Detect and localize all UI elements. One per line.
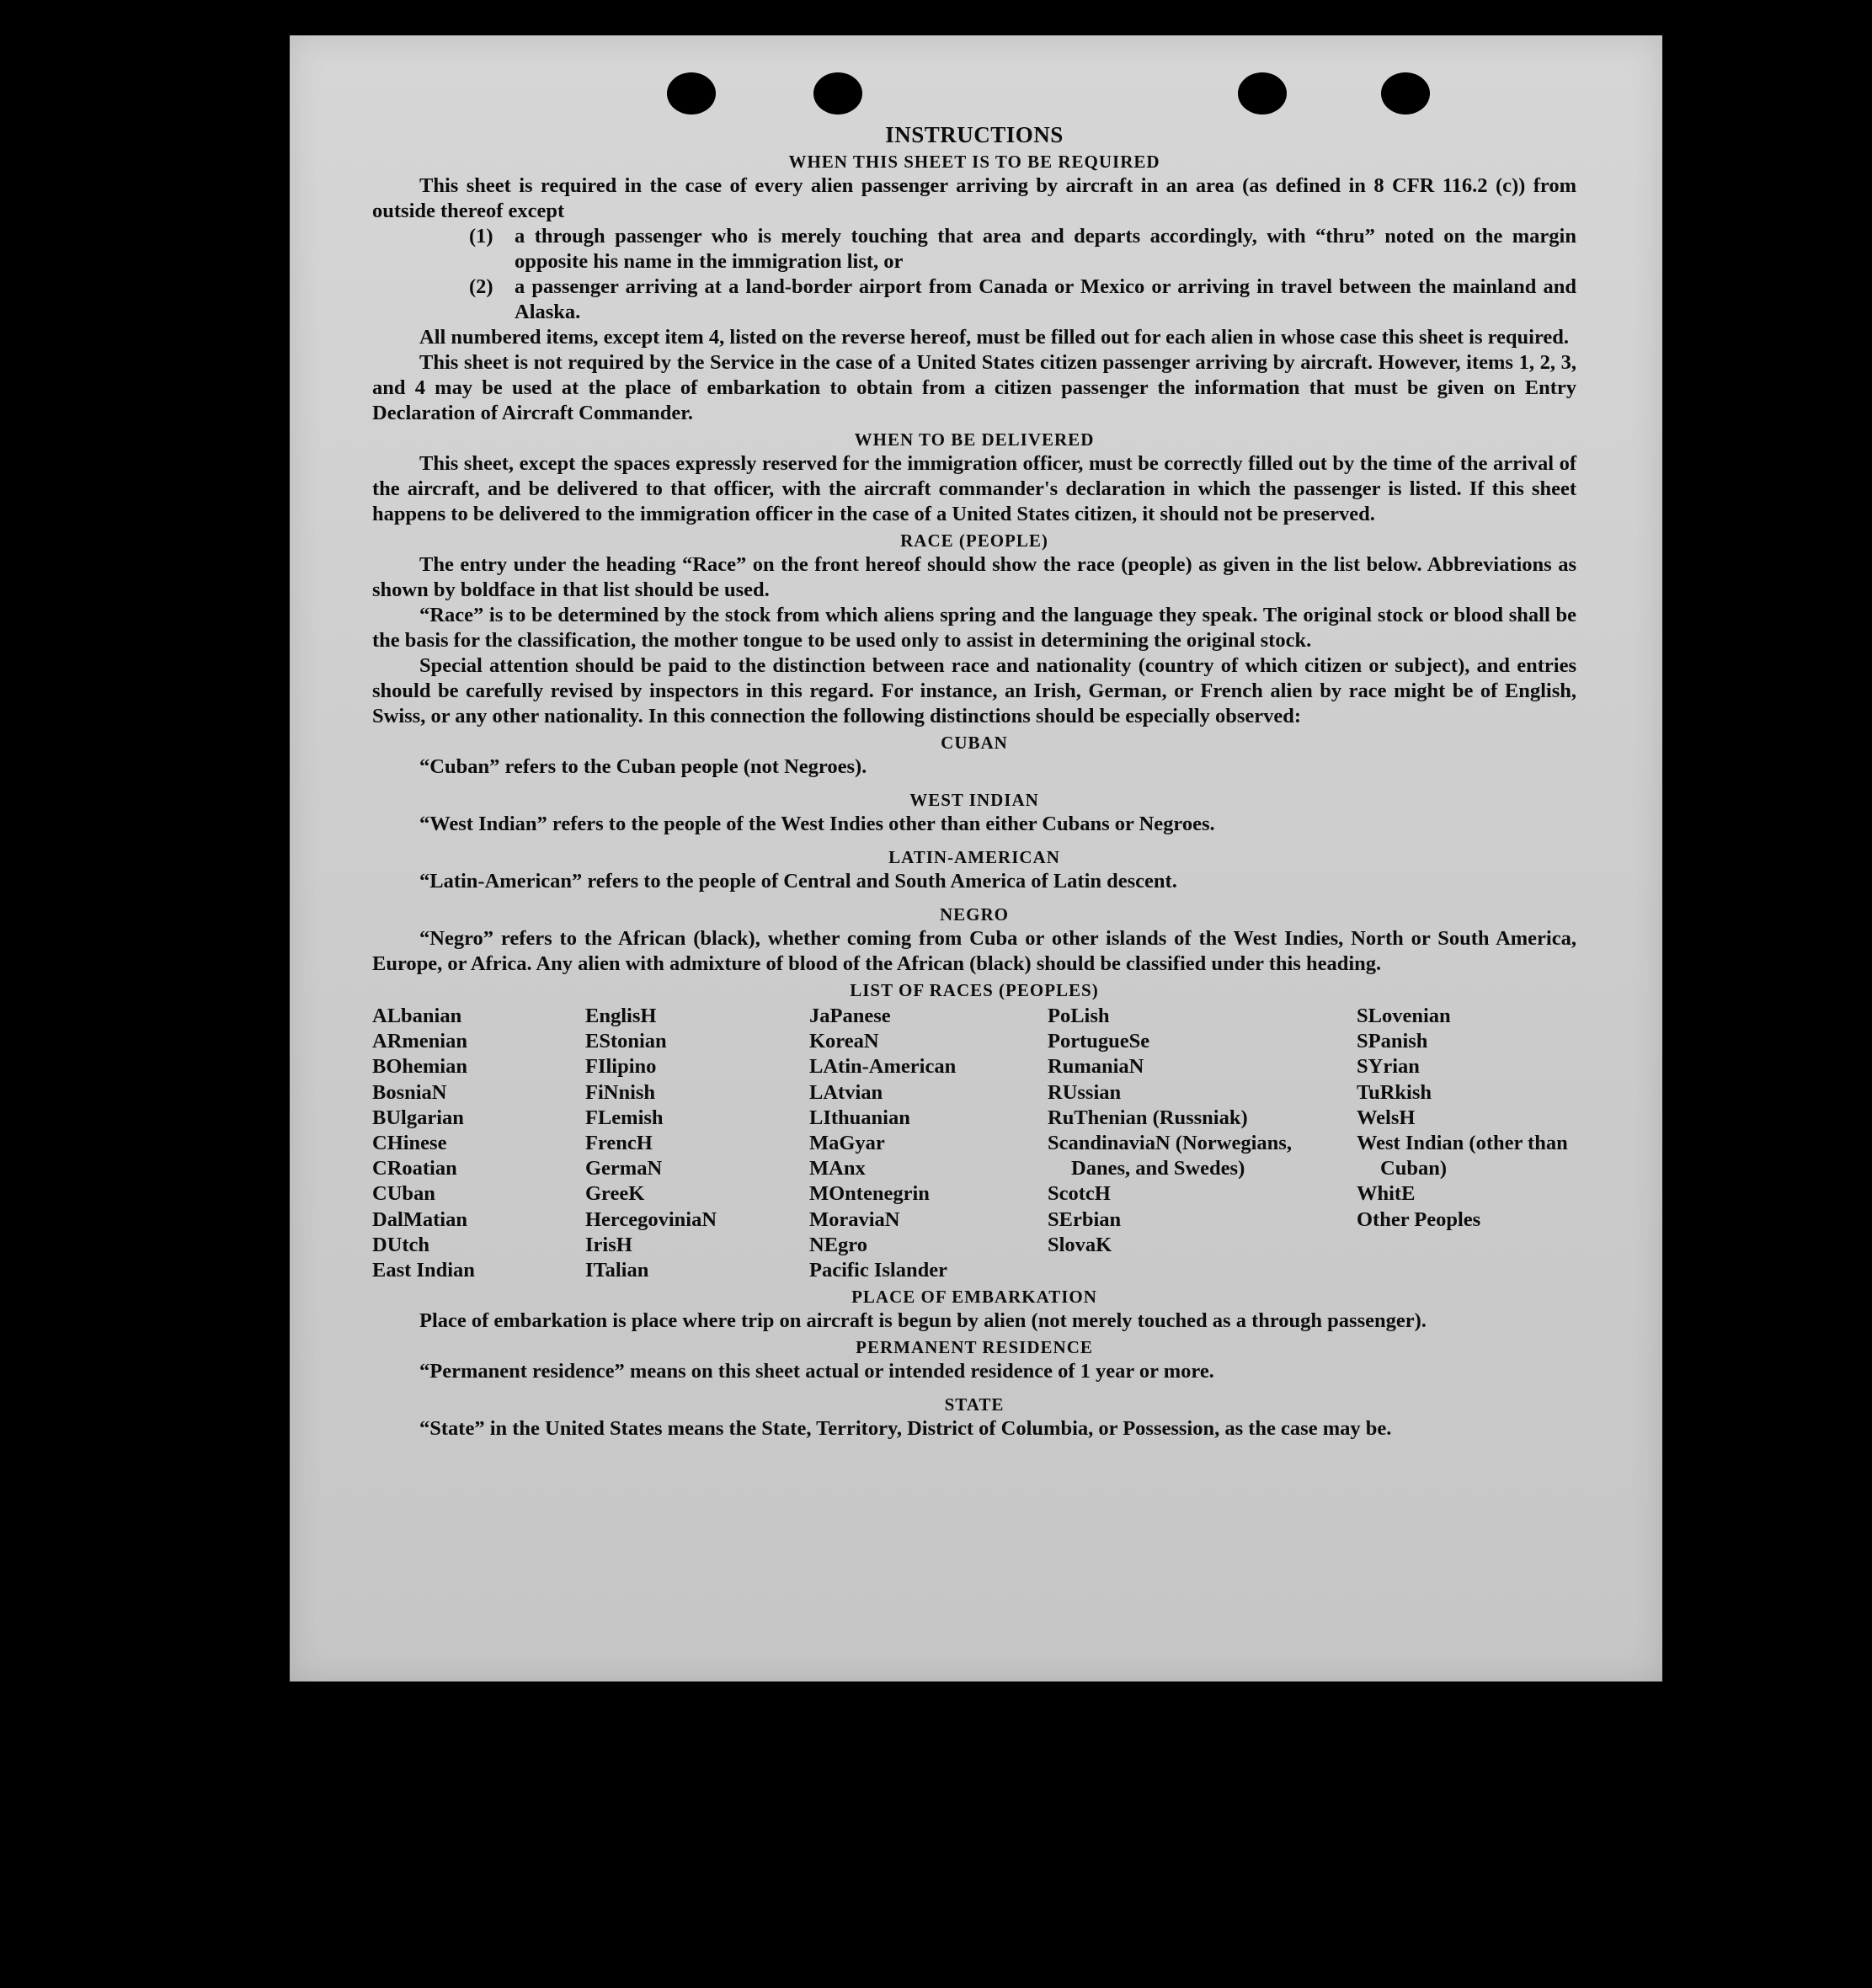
race-entry: MaGyar	[809, 1132, 885, 1155]
races-column-2	[585, 1004, 809, 1283]
heading-latin-american: LATIN-AMERICAN	[888, 847, 1060, 867]
heading-when-required: WHEN THIS SHEET IS TO BE REQUIRED	[788, 152, 1160, 172]
race-entry: MAnx	[809, 1157, 866, 1181]
race-entry: CUban	[372, 1182, 435, 1206]
race-entry: LAtin-American	[809, 1055, 957, 1079]
race-entry: ScandinaviaN (Norwegians, Danes, and Swedes)	[1048, 1132, 1292, 1181]
paragraph-required: This sheet is required in the case of every alien passenger arriving by aircraft in an area (as defined in 8 CFR 116.2 (c)) from outside thereof except	[372, 174, 1576, 222]
paragraph-race-3: Special attention should be paid to the distinction between race and nationality (country of which citizen or subject), and entries should be carefully revised by inspectors in this regard. For instance, an Irish, German, or French alien by race might be of English, Swiss, or any other nationality. In this connection the following distinctions should be especially observed:	[372, 654, 1576, 728]
punch-hole	[813, 72, 862, 115]
paragraph-race-1: The entry under the heading “Race” on the front hereof should show the race (people) as given in the list below. Abbreviations as shown by boldface in that list should be used.	[372, 553, 1576, 601]
races-column-4	[1048, 1004, 1357, 1283]
race-entry: SErbian	[1048, 1207, 1122, 1231]
race-entry: HercegoviniaN	[585, 1207, 717, 1231]
paragraph-numbered-items: All numbered items, except item 4, listed on the reverse hereof, must be filled out for each alien in whose case this sheet is required.	[419, 326, 1570, 349]
paragraph-negro: “Negro” refers to the African (black), whether coming from Cuba or other islands of the West Indies, North or South America, Europe, or Africa. Any alien with admixture of blood of the African (black) should be classified under this heading.	[372, 927, 1576, 975]
item-number: (2)	[469, 275, 493, 298]
race-entry: SPanish	[1357, 1030, 1428, 1053]
paragraph-latin-american: “Latin-American” refers to the people of Central and South America of Latin descent.	[419, 870, 1177, 893]
exception-item-1	[469, 224, 1576, 274]
race-entry: GermaN	[585, 1157, 663, 1181]
races-column-1	[372, 1004, 585, 1283]
instructions-content	[372, 121, 1576, 1442]
race-entry: LAtvian	[809, 1080, 883, 1104]
race-entry: FrencH	[585, 1132, 653, 1155]
race-entry: RumaniaN	[1048, 1055, 1144, 1079]
heading-cuban: CUBAN	[941, 733, 1008, 753]
races-column-5	[1357, 1004, 1591, 1283]
race-entry: SlovaK	[1048, 1233, 1112, 1256]
race-entry: RUssian	[1048, 1080, 1122, 1104]
race-entry: EStonian	[585, 1030, 667, 1053]
race-entry: BUlgarian	[372, 1106, 464, 1129]
race-entry: TuRkish	[1357, 1080, 1432, 1104]
paragraph-race-2: “Race” is to be determined by the stock from which aliens spring and the language they speak. The original stock or blood shall be the basis for the classification, the mother tongue to be used only to assist in determining the original stock.	[372, 604, 1576, 652]
heading-place-of-embarkation: PLACE OF EMBARKATION	[851, 1287, 1097, 1308]
document-sheet	[290, 35, 1662, 1682]
race-entry: IrisH	[585, 1233, 632, 1256]
heading-when-delivered: WHEN TO BE DELIVERED	[854, 429, 1095, 450]
race-entry: FIlipino	[585, 1055, 657, 1079]
race-entry: ScotcH	[1048, 1182, 1111, 1206]
race-entry: BosniaN	[372, 1080, 447, 1104]
punch-hole	[667, 72, 716, 115]
race-entry: BOhemian	[372, 1055, 467, 1079]
paragraph-delivered: This sheet, except the spaces expressly reserved for the immigration officer, must be correctly filled out by the time of the arrival of the aircraft, and be delivered to that officer, with the aircraft commander's declaration in which the passenger is listed. If this sheet happens to be delivered to the immigration officer in the case of a United States citizen, it should not be preserved.	[372, 452, 1576, 525]
race-entry: JaPanese	[809, 1005, 891, 1027]
race-entry: FiNnish	[585, 1080, 656, 1104]
race-entry: WhitE	[1357, 1182, 1416, 1206]
race-entry: WelsH	[1357, 1106, 1416, 1129]
race-entry: DalMatian	[372, 1207, 467, 1231]
race-entry: NEgro	[809, 1233, 867, 1256]
race-entry: Other Peoples	[1357, 1207, 1481, 1231]
race-entry: EnglisH	[585, 1005, 657, 1027]
punch-hole	[1381, 72, 1430, 115]
race-entry: CHinese	[372, 1132, 447, 1155]
page-title: INSTRUCTIONS	[885, 122, 1064, 147]
race-entry: RuThenian (Russniak)	[1048, 1106, 1248, 1129]
heading-race: RACE (PEOPLE)	[900, 530, 1048, 551]
race-entry: MOntenegrin	[809, 1182, 930, 1206]
paragraph-state: “State” in the United States means the State, Territory, District of Columbia, or Possession, as the case may be.	[419, 1417, 1392, 1441]
race-entry: CRoatian	[372, 1157, 457, 1181]
paragraph-west-indian: “West Indian” refers to the people of the West Indies other than either Cubans or Negroes.	[419, 813, 1215, 835]
race-entry: SLovenian	[1357, 1005, 1451, 1027]
race-entry: ALbanian	[372, 1005, 462, 1027]
heading-permanent-residence: PERMANENT RESIDENCE	[856, 1337, 1093, 1358]
race-entry: PortugueSe	[1048, 1030, 1150, 1053]
heading-list-of-races: LIST OF RACES (PEOPLES)	[850, 980, 1099, 1000]
race-entry: FLemish	[585, 1106, 664, 1129]
item-text: a through passenger who is merely touching that area and departs accordingly, with “thru” noted on the margin opposite his name in the immigration list, or	[515, 225, 1576, 273]
item-text: a passenger arriving at a land-border airport from Canada or Mexico or arriving in travel between the mainland and Alaska.	[515, 275, 1576, 323]
race-entry: PoLish	[1048, 1005, 1110, 1027]
paragraph-embarkation: Place of embarkation is place where trip on aircraft is begun by alien (not merely touched as a through passenger).	[419, 1309, 1427, 1333]
race-entry: SYrian	[1357, 1055, 1420, 1079]
punch-hole	[1238, 72, 1287, 115]
race-entry: LIthuanian	[809, 1106, 910, 1129]
race-entry: West Indian (other than Cuban)	[1357, 1132, 1568, 1181]
paragraph-residence: “Permanent residence” means on this sheet actual or intended residence of 1 year or more.	[419, 1360, 1214, 1383]
race-entry: East Indian	[372, 1259, 475, 1282]
race-entry: GreeK	[585, 1182, 645, 1206]
exception-item-2	[469, 274, 1576, 325]
race-entry: Pacific Islander	[809, 1259, 947, 1282]
race-entry: KoreaN	[809, 1030, 879, 1053]
race-entry: DUtch	[372, 1233, 430, 1256]
race-entry: ITalian	[585, 1259, 649, 1282]
race-entry: ARmenian	[372, 1030, 467, 1053]
races-list	[372, 1004, 1576, 1283]
item-number: (1)	[469, 225, 493, 248]
race-entry: MoraviaN	[809, 1207, 900, 1231]
heading-negro: NEGRO	[939, 904, 1009, 925]
paragraph-cuban: “Cuban” refers to the Cuban people (not Negroes).	[419, 755, 867, 778]
paragraph-citizen: This sheet is not required by the Service in the case of a United States citizen passenger arriving by aircraft. However, items 1, 2, 3, and 4 may be used at the place of embarkation to obtain from a citizen passenger the information that must be given on Entry Declaration of Aircraft Commander.	[372, 351, 1576, 424]
heading-state: STATE	[944, 1394, 1005, 1415]
races-column-3	[809, 1004, 1048, 1283]
heading-west-indian: WEST INDIAN	[909, 790, 1039, 810]
